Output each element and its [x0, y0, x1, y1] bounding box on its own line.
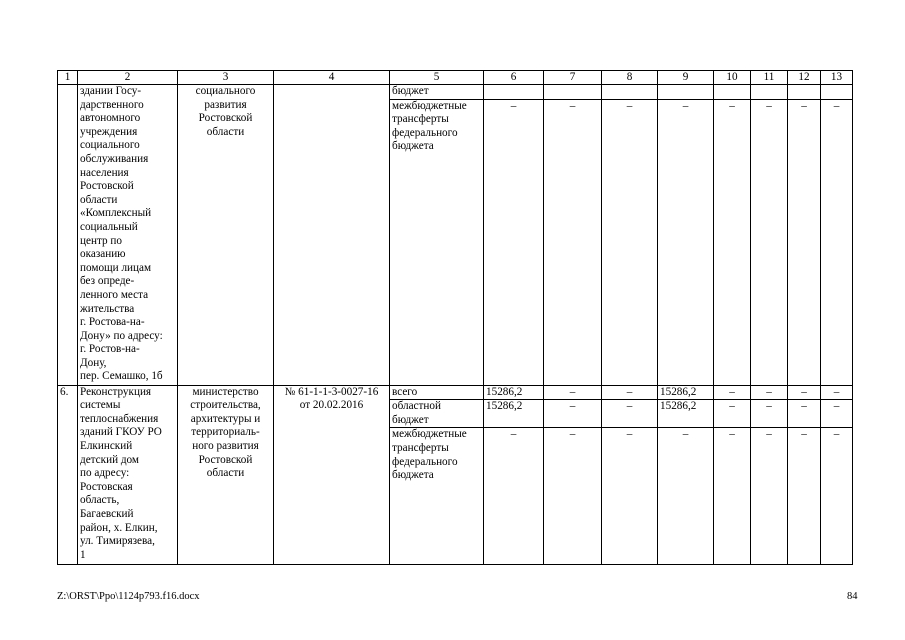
value-cell: –: [602, 428, 658, 565]
value-cell: [788, 85, 821, 100]
value-cell: –: [751, 400, 788, 428]
funding-source-cell: областной бюджет: [390, 400, 484, 428]
value-cell: –: [821, 400, 853, 428]
number-cell: [58, 85, 78, 386]
value-cell: [602, 85, 658, 100]
value-cell: –: [714, 99, 751, 385]
value-cell: –: [544, 428, 602, 565]
table-row: [58, 85, 853, 100]
header-cell: 8: [602, 71, 658, 85]
value-cell: –: [751, 428, 788, 565]
value-cell: –: [602, 385, 658, 400]
value-cell: –: [658, 428, 714, 565]
document-cell: № 61-1-1-3-0027-16 от 20.02.2016: [274, 385, 390, 565]
customer-cell: министерство строительства, архитектуры и территориаль- ного развития Ростовской области: [178, 385, 274, 565]
header-cell: 11: [751, 71, 788, 85]
header-cell: 7: [544, 71, 602, 85]
value-cell: [484, 85, 544, 100]
value-cell: –: [751, 385, 788, 400]
value-cell: 15286,2: [484, 385, 544, 400]
object-name-cell: здании Госу- дарственного автономного учреждения социального обслуживания населения Ростовской области «Комплексный социальный центр по оказанию помощи лицам без опреде- ленного места жительства г. Ростова-на- Дону» по адресу: г. Ростов-на- Дону, пер. Семашко, 1б: [78, 85, 178, 386]
value-cell: [544, 85, 602, 100]
header-cell: 5: [390, 71, 484, 85]
value-cell: –: [484, 99, 544, 385]
value-cell: –: [788, 385, 821, 400]
header-row: [58, 71, 853, 85]
value-cell: [751, 85, 788, 100]
value-cell: –: [714, 400, 751, 428]
funding-source-cell: межбюджетные трансферты федерального бюджета: [390, 99, 484, 385]
value-cell: –: [544, 385, 602, 400]
footer-file-path: Z:\ORST\Ppo\1124p793.f16.docx: [57, 591, 200, 602]
value-cell: [714, 85, 751, 100]
header-cell: 1: [58, 71, 78, 85]
value-cell: [658, 85, 714, 100]
document-table: [57, 70, 853, 565]
header-cell: 10: [714, 71, 751, 85]
value-cell: –: [544, 400, 602, 428]
value-cell: –: [714, 428, 751, 565]
value-cell: 15286,2: [658, 400, 714, 428]
header-cell: 4: [274, 71, 390, 85]
document-cell: [274, 85, 390, 386]
value-cell: –: [788, 400, 821, 428]
value-cell: –: [821, 428, 853, 565]
object-name-cell: Реконструкция системы теплоснабжения зданий ГКОУ РО Елкинский детский дом по адресу: Ростовская область, Багаевский район, х. Елкин, ул. Тимирязева, 1: [78, 385, 178, 565]
header-cell: 6: [484, 71, 544, 85]
customer-cell: социального развития Ростовской области: [178, 85, 274, 386]
value-cell: –: [714, 385, 751, 400]
header-cell: 2: [78, 71, 178, 85]
value-cell: –: [821, 99, 853, 385]
header-cell: 3: [178, 71, 274, 85]
value-cell: –: [821, 385, 853, 400]
value-cell: –: [544, 99, 602, 385]
header-cell: 9: [658, 71, 714, 85]
header-cell: 13: [821, 71, 853, 85]
value-cell: 15286,2: [484, 400, 544, 428]
funding-source-cell: межбюджетные трансферты федерального бюджета: [390, 428, 484, 565]
value-cell: –: [602, 400, 658, 428]
value-cell: –: [484, 428, 544, 565]
funding-source-cell: бюджет: [390, 85, 484, 100]
value-cell: –: [602, 99, 658, 385]
value-cell: 15286,2: [658, 385, 714, 400]
number-cell: 6.: [58, 385, 78, 565]
value-cell: –: [788, 99, 821, 385]
value-cell: –: [751, 99, 788, 385]
value-cell: –: [788, 428, 821, 565]
value-cell: [821, 85, 853, 100]
value-cell: –: [658, 99, 714, 385]
funding-source-cell: всего: [390, 385, 484, 400]
page-number: 84: [847, 591, 858, 602]
table-row: [58, 385, 853, 400]
header-cell: 12: [788, 71, 821, 85]
